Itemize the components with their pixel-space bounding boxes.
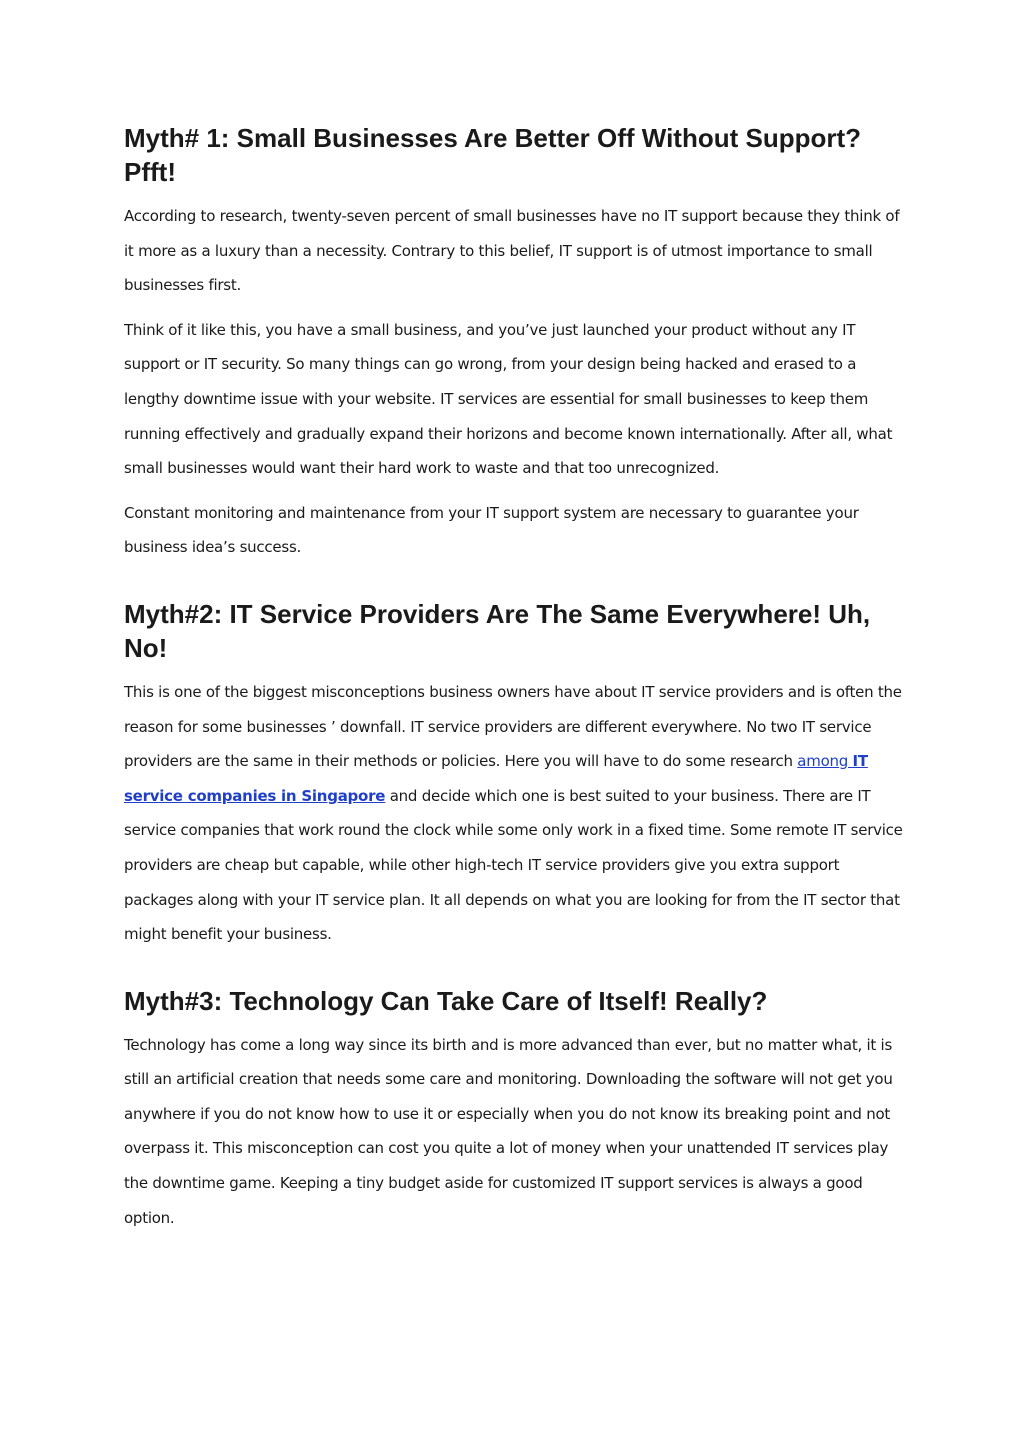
paragraph: According to research, twenty-seven percent of small businesses have no IT support because they think of it more as a luxury than a necessity. Contrary to this belief, IT support is of utmost importance to small businesses first. (124, 207, 900, 295)
section-myth-1 (124, 121, 904, 565)
paragraph: Think of it like this, you have a small business, and you’ve just launched your product without any IT support or IT security. So many things can go wrong, from your design being hacked and erased to a lengthy downtime issue with your website. IT services are essential for small businesses to keep them running effectively and gradually expand their horizons and become known internationally. After all, what small businesses would want their hard work to waste and that too unrecognized. (124, 320, 893, 478)
paragraph: Constant monitoring and maintenance from your IT support system are necessary to guarantee your business idea’s success. (124, 503, 859, 557)
section-heading: Myth# 1: Small Businesses Are Better Off Without Support? Pfft! (124, 123, 862, 187)
link-plain-text: among (797, 752, 853, 771)
paragraph-text-after-link: and decide which one is best suited to your business. There are IT service companies that work round the clock while some only work in a fixed time. Some remote IT service providers are cheap but capable, while other high-tech IT service providers give you extra support packages along with your IT service plan. It all depends on what you are looking for from the IT sector that might benefit your business. (124, 786, 903, 944)
paragraph-text-before-link: This is one of the biggest misconceptions business owners have about IT service providers and is often the reason for some businesses ’ downfall. IT service providers are different everywhere. No two IT service providers are the same in their methods or policies. Here you will have to do some research (124, 682, 902, 771)
paragraph: Technology has come a long way since its birth and is more advanced than ever, but no matter what, it is still an artificial creation that needs some care and monitoring. Downloading the software will not get you anywhere if you do not know how to use it or especially when you do not know its breaking point and not overpass it. This misconception can cost you quite a lot of money when your unattended IT services play the downtime game. Keeping a tiny budget aside for customized IT support services is always a good option. (124, 1035, 893, 1227)
section-myth-2 (124, 597, 904, 952)
document-page (124, 121, 904, 1245)
paragraph (124, 675, 904, 952)
section-heading: Myth#2: IT Service Providers Are The Same Everywhere! Uh, No! (124, 598, 871, 663)
section-heading: Myth#3: Technology Can Take Care of Itself! Really? (124, 985, 768, 1016)
link-bold-text: IT service companies in Singapore (124, 752, 868, 805)
section-myth-3 (124, 984, 904, 1236)
